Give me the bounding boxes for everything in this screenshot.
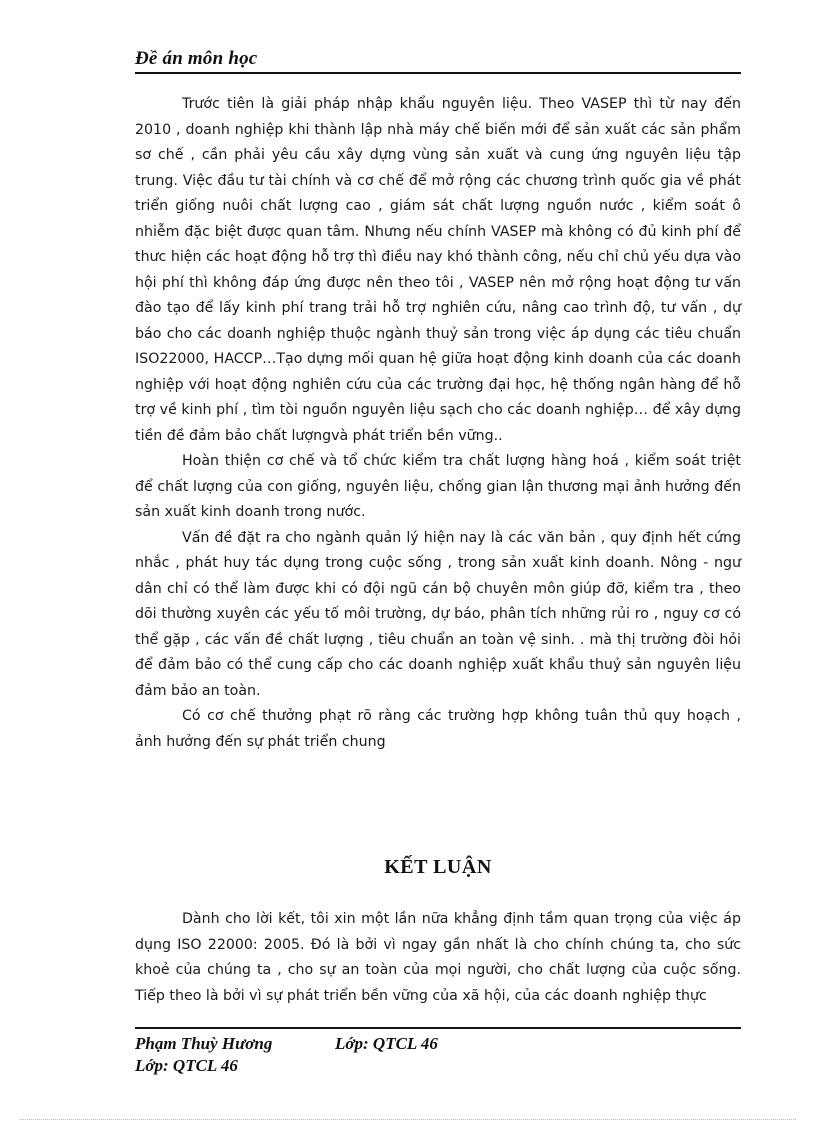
footer-class-label: Lớp: QTCL 46 bbox=[335, 1034, 438, 1053]
page-bottom-edge bbox=[20, 1119, 796, 1120]
conclusion-section bbox=[135, 907, 741, 1009]
body-paragraph-2: Hoàn thiện cơ chế và tổ chức kiểm tra chất lượng hàng hoá , kiểm soát triệt để chất lượng của con giống, nguyên liệu, chống gian lận thương mại ảnh hưởng đến sản xuất kinh doanh trong nước. bbox=[135, 453, 741, 520]
page-header-title: Đề án môn học bbox=[135, 48, 258, 69]
header-divider bbox=[135, 72, 741, 74]
footer-divider bbox=[135, 1027, 741, 1029]
footer-line-2 bbox=[135, 1055, 438, 1077]
body-section bbox=[135, 92, 741, 755]
conclusion-paragraph: Dành cho lời kết, tôi xin một lần nữa khẳng định tầm quan trọng của việc áp dụng ISO 22000: 2005. Đó là bởi vì ngay gần nhất là cho chính chúng ta, cho sức khoẻ của chúng ta , cho sự an toàn của mọi người, cho chất lượng của cuộc sống. Tiếp theo là bởi vì sự phát triển bền vững của xã hội, của các doanh nghiệp thực bbox=[135, 911, 741, 1004]
body-paragraph-1: Trước tiên là giải pháp nhập khẩu nguyên liệu. Theo VASEP thì từ nay đến 2010 , doanh nghiệp khi thành lập nhà máy chế biến mới để sản xuất các sản phẩm sơ chế , cần phải yêu cầu xây dựng vùng sản xuất và cung ứng nguyên liệu tập trung. Việc đầu tư tài chính và cơ chế để mở rộng các chương trình quốc gia về phát triển giống nuôi chất lượng cao , giám sát chất lượng nguồn nước , kiểm soát ô nhiễm đặc biệt được quan tâm. Nhưng nếu chính VASEP mà không có đủ kinh phí để thưc hiện các hoạt động hỗ trợ thì điều nay khó thành công, nếu chỉ chủ yếu dựa vào hội phí thì không đáp ứng được nên theo tôi , VASEP nên mở rộng hoạt động tư vấn đào tạo để lấy kinh phí trang trải hỗ trợ nghiên cứu, nâng cao trình độ, tư vấn , dự báo cho các doanh nghiệp thuộc ngành thuỷ sản trong việc áp dụng các tiêu chuẩn ISO22000, HACCP…Tạo dựng mối quan hệ giữa hoạt động kinh doanh của các doanh nghiệp với hoạt động nghiên cứu của các trường đại học, hệ thống ngân hàng để hỗ trợ về kinh phí , tìm tòi nguồn nguyên liệu sạch cho các doanh nghiệp… để xây dựng tiền đề đảm bảo chất lượngvà phát triển bền vững.. bbox=[135, 96, 741, 444]
body-paragraph-4: Có cơ chế thưởng phạt rõ ràng các trường hợp không tuân thủ quy hoạch , ảnh hưởng đến sự phát triển chung bbox=[135, 708, 741, 750]
conclusion-heading: KẾT LUẬN bbox=[384, 856, 492, 878]
page-footer bbox=[135, 1033, 438, 1077]
footer-author: Phạm Thuỳ Hương bbox=[135, 1034, 273, 1053]
body-paragraph-3: Vấn đề đặt ra cho ngành quản lý hiện nay là các văn bản , quy định hết cứng nhắc , phát huy tác dụng trong cuộc sống , trong sản xuất kinh doanh. Nông - ngư dân chỉ có thể làm được khi có đội ngũ cán bộ chuyên môn giúp đỡ, kiểm tra , theo dõi thường xuyên các yếu tố môi trường, dự báo, phân tích những rủi ro , nguy cơ có thể gặp , các vấn đề chất lượng , tiêu chuẩn an toàn vệ sinh. . mà thị trường đòi hỏi để đảm bảo có thể cung cấp cho các doanh nghiệp xuất khẩu thuỷ sản nguyên liệu đảm bảo an toàn. bbox=[135, 529, 741, 699]
footer-class-label-repeat: Lớp: QTCL 46 bbox=[135, 1056, 238, 1075]
footer-line-1 bbox=[135, 1033, 438, 1055]
